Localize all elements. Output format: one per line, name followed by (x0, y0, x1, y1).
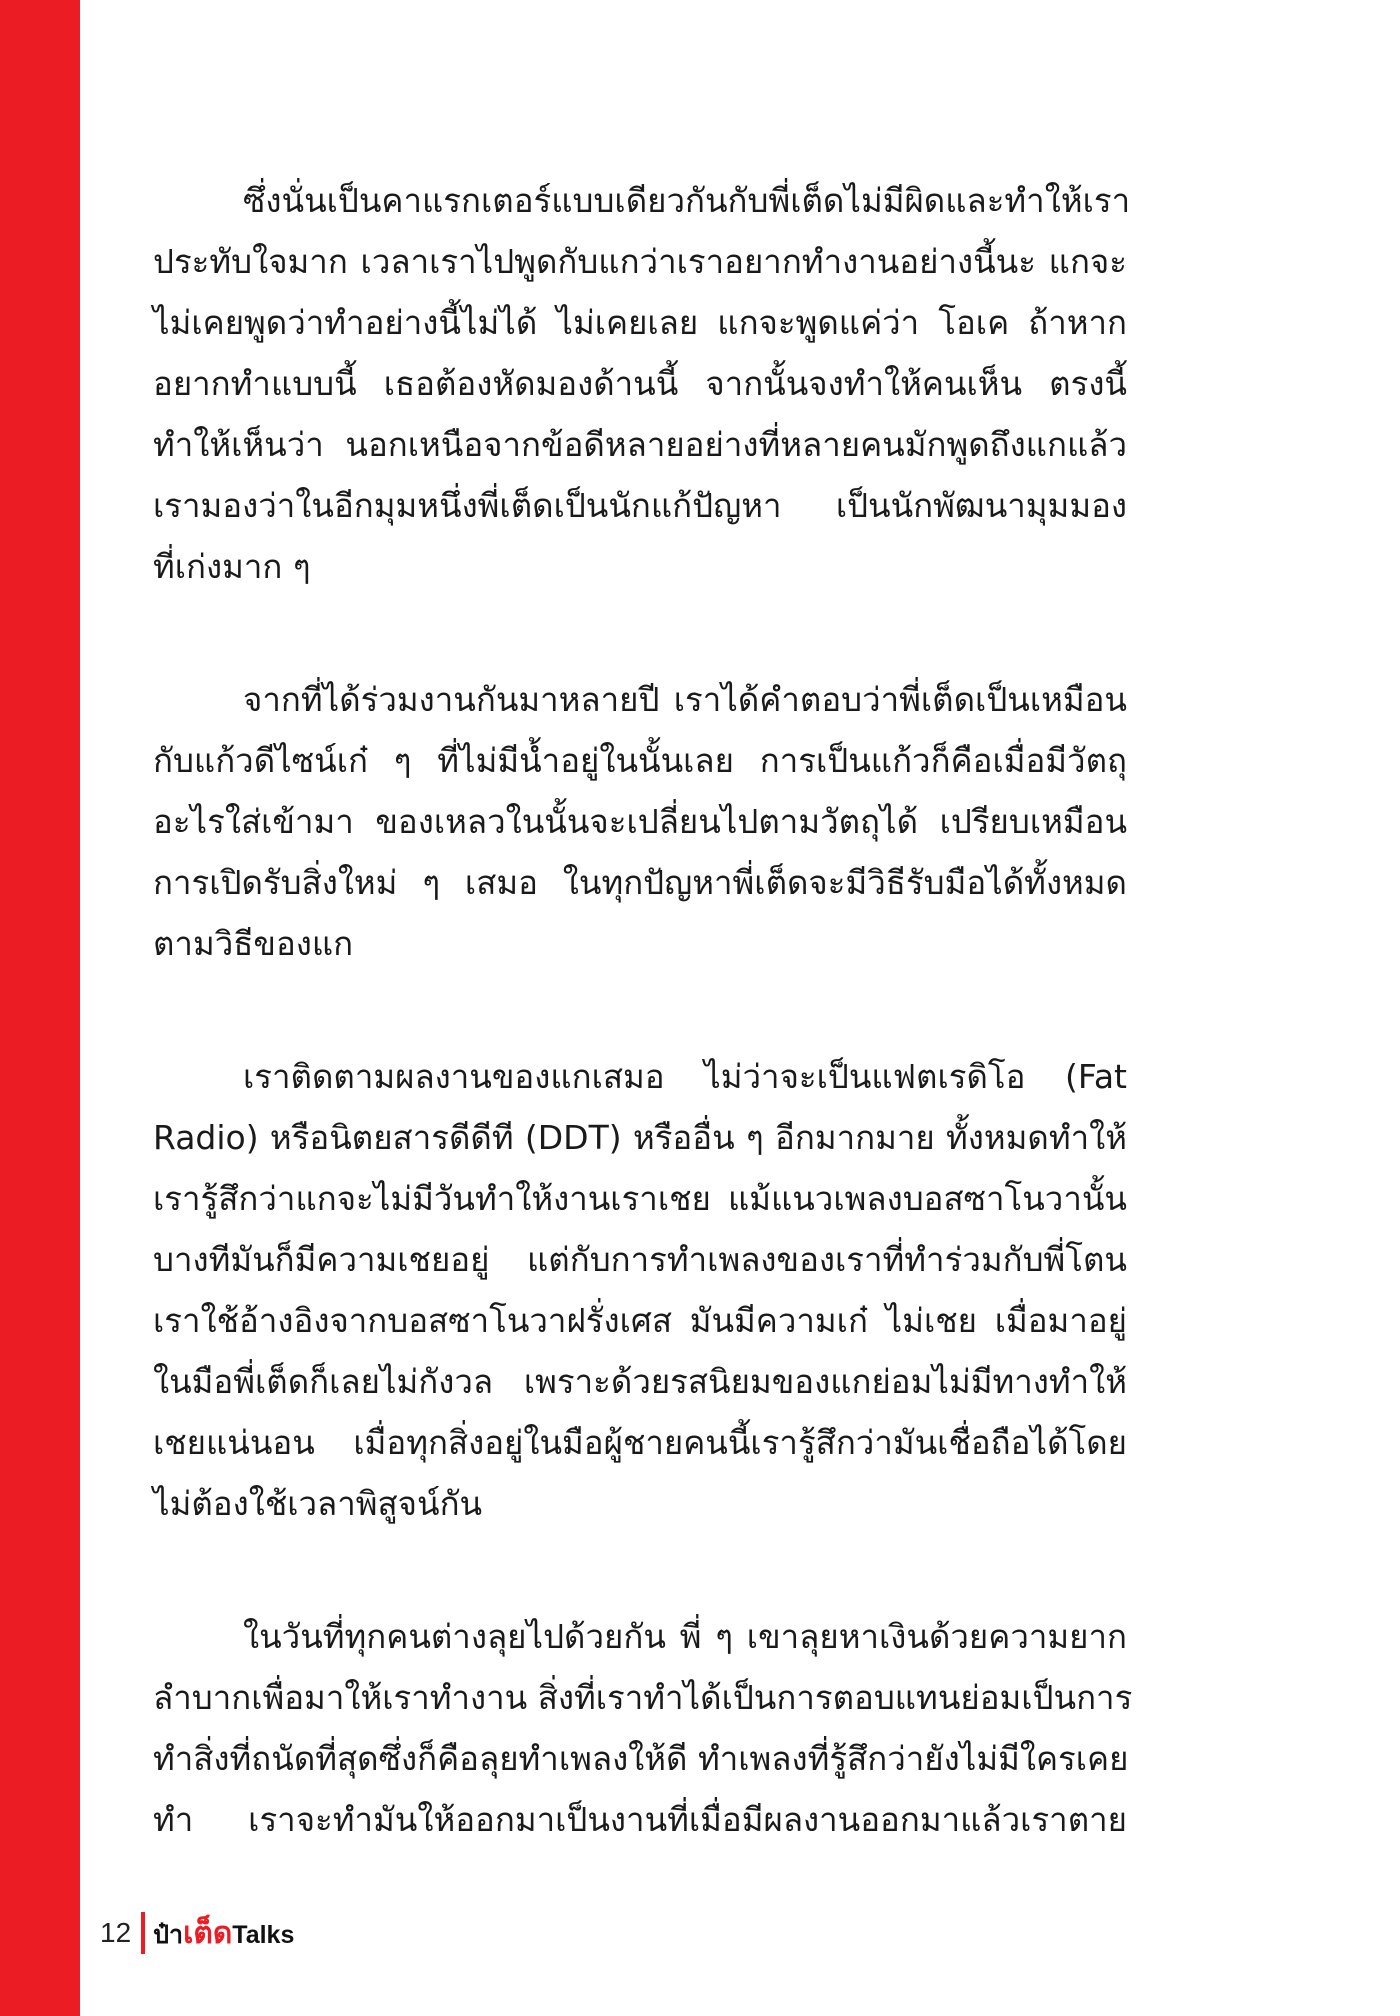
paragraph-2 (153, 669, 1127, 974)
logo-text-ted: เต็ด (183, 1916, 233, 1950)
paragraph-1 (153, 170, 1131, 597)
red-side-bar (0, 0, 80, 2016)
text-line: ทำสิ่งที่ถนัดที่สุดซึ่งก็คือลุยทำเพลงให้ดี ทำเพลงที่รู้สึกว่ายังไม่มีใครเคย (153, 1739, 1129, 1778)
text-line: เราใช้อ้างอิงจากบอสซาโนวาฝรั่งเศส มันมีความเก๋ ไม่เชย เมื่อมาอยู่ (153, 1301, 1127, 1340)
text-line: ที่เก่งมาก ๆ (153, 547, 311, 586)
text-line: ทำให้เห็นว่า นอกเหนือจากข้อดีหลายอย่างที่หลายคนมักพูดถึงแกแล้ว (153, 425, 1127, 464)
text-line: เชยแน่นอน เมื่อทุกสิ่งอยู่ในมือผู้ชายคนนี้เรารู้สึกว่ามันเชื่อถือได้โดย (153, 1423, 1127, 1462)
publication-logo (153, 1910, 294, 1957)
text-line: จากที่ได้ร่วมงานกันมาหลายปี เราได้คำตอบว่าพี่เต็ดเป็นเหมือน (243, 680, 1127, 719)
text-line: อยากทำแบบนี้ เธอต้องหัดมองด้านนี้ จากนั้นจงทำให้คนเห็น ตรงนี้ (153, 364, 1127, 403)
text-line: ในวันที่ทุกคนต่างลุยไปด้วยกัน พี่ ๆ เขาลุยหาเงินด้วยความยาก (243, 1617, 1127, 1656)
paragraph-3 (153, 1046, 1127, 1534)
page-number: 12 (100, 1917, 132, 1948)
text-line: การเปิดรับสิ่งใหม่ ๆ เสมอ ในทุกปัญหาพี่เต็ดจะมีวิธีรับมือได้ทั้งหมด (153, 863, 1127, 902)
text-line: ไม่เคยพูดว่าทำอย่างนี้ไม่ได้ ไม่เคยเลย แกจะพูดแค่ว่า โอเค ถ้าหาก (153, 303, 1127, 342)
text-line: บางทีมันก็มีความเชยอยู่ แต่กับการทำเพลงของเราที่ทำร่วมกับพี่โตน (153, 1240, 1127, 1279)
text-line: เรารู้สึกว่าแกจะไม่มีวันทำให้งานเราเชย แม้แนวเพลงบอสซาโนวานั้น (153, 1179, 1127, 1218)
text-line: ซึ่งนั่นเป็นคาแรกเตอร์แบบเดียวกันกับพี่เต็ดไม่มีผิดและทำให้เรา (243, 181, 1131, 220)
paragraph-4 (153, 1606, 1133, 1850)
article-body (153, 170, 1133, 1922)
footer-divider (141, 1912, 145, 1954)
text-line: ลำบากเพื่อมาให้เราทำงาน สิ่งที่เราทำได้เป็นการตอบแทนย่อมเป็นการ (153, 1678, 1133, 1717)
text-line: ไม่ต้องใช้เวลาพิสูจน์กัน (153, 1484, 483, 1523)
text-line: อะไรใส่เข้ามา ของเหลวในนั้นจะเปลี่ยนไปตามวัตถุได้ เปรียบเหมือน (153, 802, 1127, 841)
text-line: เราติดตามผลงานของแกเสมอ ไม่ว่าจะเป็นแฟตเรดิโอ (Fat (243, 1057, 1127, 1096)
text-line: ในมือพี่เต็ดก็เลยไม่กังวล เพราะด้วยรสนิยมของแกย่อมไม่มีทางทำให้ (153, 1362, 1127, 1401)
text-line: ประทับใจมาก เวลาเราไปพูดกับแกว่าเราอยากทำงานอย่างนี้นะ แกจะ (153, 242, 1127, 281)
text-line: กับแก้วดีไซน์เก๋ ๆ ที่ไม่มีน้ำอยู่ในนั้นเลย การเป็นแก้วก็คือเมื่อมีวัตถุ (153, 741, 1127, 780)
text-line: เรามองว่าในอีกมุมหนึ่งพี่เต็ดเป็นนักแก้ปัญหา เป็นนักพัฒนามุมมอง (153, 486, 1127, 525)
text-line: Radio) หรือนิตยสารดีดีที (DDT) หรืออื่น ๆ อีกมากมาย ทั้งหมดทำให้ (153, 1118, 1127, 1157)
text-line: ทำ เราจะทำมันให้ออกมาเป็นงานที่เมื่อมีผลงานออกมาแล้วเราตาย (153, 1800, 1127, 1839)
text-line: ตามวิธีของแก (153, 924, 354, 963)
logo-text-talks: Talks (232, 1920, 295, 1949)
logo-text-pa: ป๋า (153, 1920, 184, 1949)
page-footer (100, 1908, 294, 1958)
